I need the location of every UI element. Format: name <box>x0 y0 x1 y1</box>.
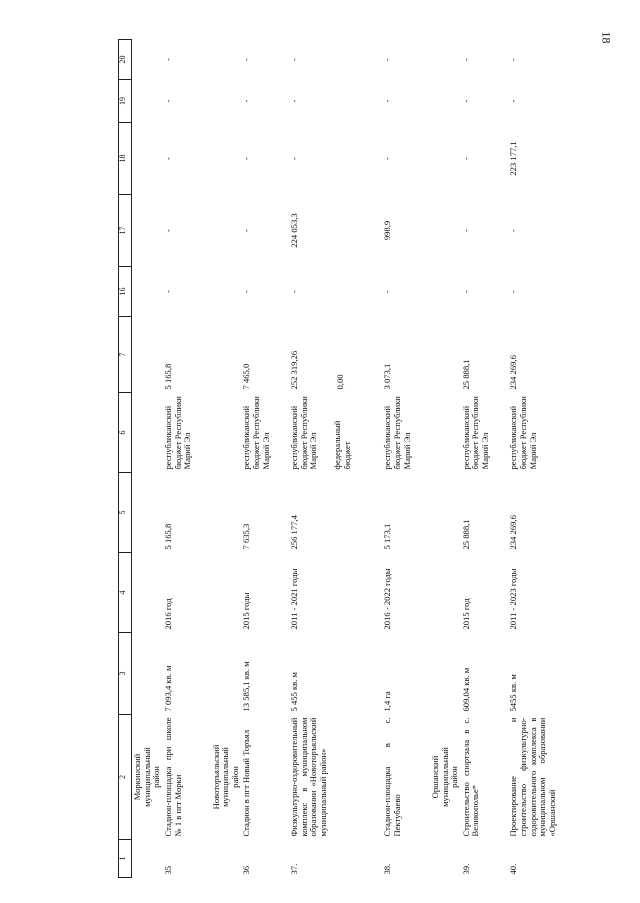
col17-cell: - <box>460 229 471 232</box>
col17-cell: - <box>162 229 173 232</box>
budget-cell <box>289 393 382 473</box>
total-cell <box>289 317 382 393</box>
table-row <box>508 40 558 878</box>
budget-cell <box>163 393 211 473</box>
total-value: 7 465,0 <box>241 363 252 390</box>
capacity-cell: 609,04 кв. м <box>460 667 471 712</box>
program-table <box>118 39 559 878</box>
col16-cell: - <box>162 290 173 293</box>
total-value: 5 165,8 <box>162 363 173 390</box>
cost-cell: 5 165,8 <box>162 523 173 550</box>
cost-cell: 256 177,4 <box>289 515 299 550</box>
table-row <box>163 40 211 878</box>
column-header: 20 <box>119 40 132 80</box>
col17-cell: 224 053,3 <box>289 213 299 248</box>
col17-cell: - <box>508 229 519 232</box>
col17-cell: 998,9 <box>382 220 393 241</box>
budget-cell <box>508 393 558 473</box>
col18-cell: - <box>289 157 299 160</box>
budget-source: республиканский бюджет Республики Марий Эл <box>382 396 412 470</box>
row-number: 39. <box>460 863 471 875</box>
total-cell <box>382 317 430 393</box>
budget-cell <box>241 393 289 473</box>
section-title: Новоторъяльский муниципальный район <box>210 744 240 810</box>
capacity-cell: 7 093,4 кв. м <box>162 665 173 712</box>
object-name: Стадион в пгт Новый Торъял <box>241 729 252 837</box>
column-header: 5 <box>119 473 132 553</box>
total-cell <box>461 317 509 393</box>
col16-cell: - <box>289 290 299 293</box>
budget-source: федеральный бюджет <box>331 420 352 470</box>
table-row <box>241 40 289 878</box>
col19-cell: - <box>508 99 519 103</box>
column-number-row <box>119 40 132 878</box>
col16-cell: - <box>460 290 471 293</box>
row-number: 35 <box>162 865 173 875</box>
total-value: 3 073,1 <box>382 363 393 390</box>
column-header: 1 <box>119 840 132 878</box>
col17-cell: - <box>241 229 252 232</box>
col18-cell: 223 177,1 <box>508 141 519 176</box>
table-row <box>289 40 382 878</box>
object-name: Стадион-площадка при школе № 1 в пгт Морки <box>162 717 183 837</box>
col19-cell: - <box>162 99 173 103</box>
budget-source: республиканский бюджет Республики Марий Эл <box>460 396 490 470</box>
total-cell <box>508 317 558 393</box>
column-header: 6 <box>119 393 132 473</box>
period-cell: 2016 год <box>162 598 173 630</box>
total-value: 252 319,26 <box>289 350 299 390</box>
row-number: 40. <box>508 863 519 875</box>
total-value: 0,00 <box>334 374 345 390</box>
col16-cell: - <box>241 290 252 293</box>
page-number: 18 <box>599 31 614 44</box>
period-cell: 2011 - 2021 годы <box>289 568 299 630</box>
cost-cell: 25 888,1 <box>460 519 471 550</box>
budget-source: республиканский бюджет Республики Марий Эл <box>162 396 193 470</box>
col18-cell: - <box>162 157 173 160</box>
object-name: Строительство спортзала в с. Великополье* <box>460 717 481 837</box>
col20-cell: - <box>460 58 471 61</box>
section-row <box>430 40 461 878</box>
row-number: 36 <box>241 865 252 875</box>
col19-cell: - <box>241 99 252 103</box>
column-header: 3 <box>119 633 132 715</box>
budget-source: республиканский бюджет Республики Марий Эл <box>241 396 271 470</box>
col19-cell: - <box>289 99 299 103</box>
col16-cell: - <box>382 290 393 293</box>
column-header: 7 <box>119 317 132 393</box>
capacity-cell: 5455 кв. м <box>508 674 519 712</box>
rotated-page-content <box>118 40 596 878</box>
col20-cell: - <box>241 58 252 61</box>
table-row <box>382 40 430 878</box>
total-value: 25 888,1 <box>460 359 471 390</box>
period-cell: 2011 - 2023 годы <box>508 568 519 630</box>
total-cell <box>163 317 211 393</box>
section-row <box>132 40 163 878</box>
col20-cell: - <box>382 58 393 61</box>
budget-cell <box>382 393 430 473</box>
cost-cell: 7 635,3 <box>241 523 252 550</box>
col18-cell: - <box>241 157 252 160</box>
section-title: Оршанский муниципальный район <box>429 747 460 807</box>
col18-cell: - <box>460 157 471 160</box>
col20-cell: - <box>289 58 299 61</box>
object-name: Стадион-площадка в с. Пектубаево <box>382 717 402 837</box>
col16-cell: - <box>508 290 519 293</box>
total-value: 234 269,6 <box>508 355 519 390</box>
table-row <box>461 40 509 878</box>
column-header: 4 <box>119 553 132 633</box>
column-header: 2 <box>119 715 132 840</box>
col20-cell: - <box>508 58 519 61</box>
object-name: Физкультурно-оздоровительный комплекс в муниципальном образовании «Новоторъяльский муниципальный район» <box>289 717 328 837</box>
column-header: 17 <box>119 195 132 267</box>
capacity-cell: 1,4 га <box>382 691 393 712</box>
row-number: 38. <box>382 863 393 875</box>
section-title: Моркинский муниципальный район <box>132 747 162 807</box>
col18-cell: - <box>382 157 393 160</box>
capacity-cell: 13 585,1 кв. м <box>241 661 252 712</box>
column-header: 16 <box>119 267 132 317</box>
column-header: 18 <box>119 123 132 195</box>
total-cell <box>241 317 289 393</box>
period-cell: 2016 - 2022 годы <box>382 568 393 630</box>
col20-cell: - <box>162 58 173 61</box>
budget-source: республиканский бюджет Республики Марий Эл <box>289 396 319 470</box>
budget-cell <box>461 393 509 473</box>
col19-cell: - <box>382 99 393 103</box>
cost-cell: 5 173,1 <box>382 523 393 550</box>
object-name: Проектирование и строительство физкультурно-оздоровительного комплекса в муниципальном образовании «Оршанский <box>508 717 557 837</box>
capacity-cell: 5 455 кв. м <box>289 672 299 712</box>
cost-cell: 234 269,6 <box>508 515 519 550</box>
col19-cell: - <box>460 99 471 103</box>
column-header: 19 <box>119 80 132 123</box>
period-cell: 2015 годы <box>241 592 252 630</box>
row-number: 37. <box>289 863 299 875</box>
section-row <box>211 40 242 878</box>
budget-source: республиканский бюджет Республики Марий Эл <box>508 396 538 470</box>
period-cell: 2015 год <box>460 598 471 630</box>
